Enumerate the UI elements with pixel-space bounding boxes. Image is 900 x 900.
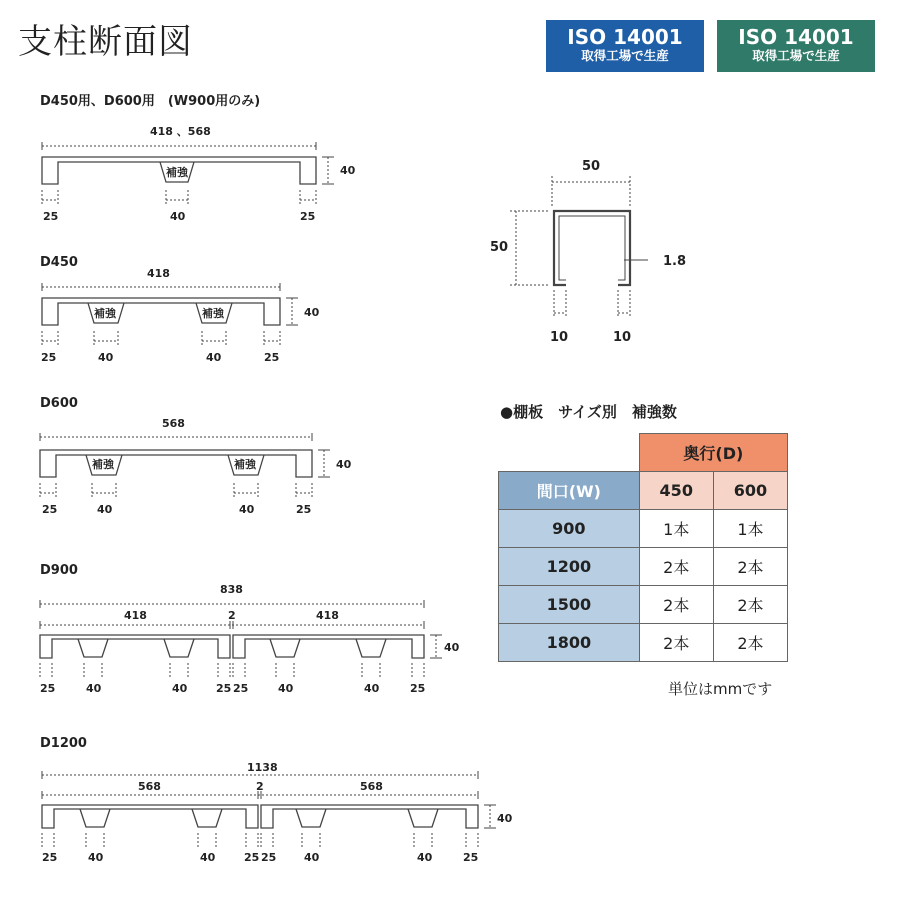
table-cell: 2本: [639, 548, 713, 586]
table-cell: 2本: [639, 586, 713, 624]
section-4-half-left-dim: 418: [124, 609, 147, 622]
section-5-dim-2: 40: [88, 851, 104, 864]
section-4-total-dim: 838: [220, 583, 243, 596]
section-4-profile: [40, 600, 442, 678]
section-5-half-left-dim: 568: [138, 780, 161, 793]
section-4-dim-4: 25: [216, 682, 232, 695]
width-value: 1200: [499, 548, 640, 586]
section-2-reinforce-label-2: 補強: [202, 307, 224, 320]
section-2-dim-2: 40: [98, 351, 114, 364]
section-1-reinforce-label: 補強: [166, 166, 188, 179]
section-3-label: D600: [40, 396, 78, 411]
table-cell: 1本: [639, 510, 713, 548]
section-1-dim-2: 40: [170, 210, 186, 223]
section-1-dim-3: 25: [300, 210, 316, 223]
table-row: [499, 510, 788, 548]
section-2-label: D450: [40, 255, 78, 270]
iso-badge-1-subtitle: 取得工場で生産: [581, 48, 669, 63]
post-section-profile: [510, 176, 648, 318]
section-5-height-dim: 40: [497, 812, 513, 825]
section-4-dim-7: 40: [364, 682, 380, 695]
table-cell: 2本: [639, 624, 713, 662]
section-4-height-dim: 40: [444, 641, 460, 654]
section-5-dim-6: 40: [304, 851, 320, 864]
width-value: 1500: [499, 586, 640, 624]
section-1-height-dim: 40: [340, 164, 356, 177]
post-lip-right-dim: 10: [613, 330, 632, 345]
section-4-half-right-dim: 418: [316, 609, 339, 622]
width-value: 1800: [499, 624, 640, 662]
section-5-dim-7: 40: [417, 851, 433, 864]
post-height-dim: 50: [490, 240, 509, 255]
iso-badge-2-title: ISO 14001: [738, 25, 854, 49]
section-1-label: D450用、D600用 (W900用のみ): [40, 94, 261, 109]
table-cell: 2本: [713, 586, 787, 624]
post-width-dim: 50: [582, 159, 601, 174]
depth-header: 奥行(D): [639, 434, 787, 472]
table-cell: 1本: [713, 510, 787, 548]
section-1-total-dim: 418 、568: [150, 125, 211, 138]
iso-badge-2-subtitle: 取得工場で生産: [752, 48, 840, 63]
section-5-dim-1: 25: [42, 851, 58, 864]
reinforcement-table-title: ●棚板 サイズ別 補強数: [500, 403, 677, 421]
section-1-profile: [42, 142, 334, 205]
table-header-row: [499, 434, 788, 472]
section-3-dim-1: 25: [42, 503, 58, 516]
unit-note: 単位はmmです: [668, 680, 773, 698]
section-5-gap-dim: 2: [256, 780, 264, 793]
depth-value-450: 450: [639, 472, 713, 510]
section-5-dim-3: 40: [200, 851, 216, 864]
section-5-profile: [42, 771, 496, 848]
section-2-dim-4: 25: [264, 351, 280, 364]
section-5-dim-8: 25: [463, 851, 479, 864]
section-5-dim-4: 25: [244, 851, 260, 864]
section-5-dim-5: 25: [261, 851, 277, 864]
table-row: [499, 586, 788, 624]
section-3-reinforce-label-2: 補強: [234, 458, 256, 471]
section-2-reinforce-label-1: 補強: [94, 307, 116, 320]
page-title: 支柱断面図: [18, 22, 193, 62]
section-4-dim-3: 40: [172, 682, 188, 695]
section-2-dim-3: 40: [206, 351, 222, 364]
section-2-height-dim: 40: [304, 306, 320, 319]
table-row: [499, 548, 788, 586]
section-3-total-dim: 568: [162, 417, 185, 430]
section-4-gap-dim: 2: [228, 609, 236, 622]
section-4-dim-8: 25: [410, 682, 426, 695]
section-3-dim-2: 40: [97, 503, 113, 516]
section-4-label: D900: [40, 563, 78, 578]
table-cell: 2本: [713, 624, 787, 662]
section-5-total-dim: 1138: [247, 761, 278, 774]
table-cell: 2本: [713, 548, 787, 586]
section-1-dim-1: 25: [43, 210, 59, 223]
section-4-dim-6: 40: [278, 682, 294, 695]
table-corner: [499, 434, 640, 472]
section-2-total-dim: 418: [147, 267, 170, 280]
iso-badge-1-title: ISO 14001: [567, 25, 683, 49]
post-lip-left-dim: 10: [550, 330, 569, 345]
width-value: 900: [499, 510, 640, 548]
section-5-half-right-dim: 568: [360, 780, 383, 793]
width-header: 間口(W): [499, 472, 640, 510]
post-thickness-dim: 1.8: [663, 254, 687, 269]
section-3-dim-3: 40: [239, 503, 255, 516]
table-subheader-row: [499, 472, 788, 510]
section-3-reinforce-label-1: 補強: [92, 458, 114, 471]
section-3-dim-4: 25: [296, 503, 312, 516]
section-4-dim-5: 25: [233, 682, 249, 695]
depth-value-600: 600: [713, 472, 787, 510]
section-4-dim-2: 40: [86, 682, 102, 695]
section-3-height-dim: 40: [336, 458, 352, 471]
section-2-dim-1: 25: [41, 351, 57, 364]
section-5-label: D1200: [40, 736, 87, 751]
reinforcement-table: [498, 433, 788, 662]
section-3-profile: [40, 433, 330, 498]
section-4-dim-1: 25: [40, 682, 56, 695]
section-2-profile: [42, 283, 298, 346]
table-row: [499, 624, 788, 662]
